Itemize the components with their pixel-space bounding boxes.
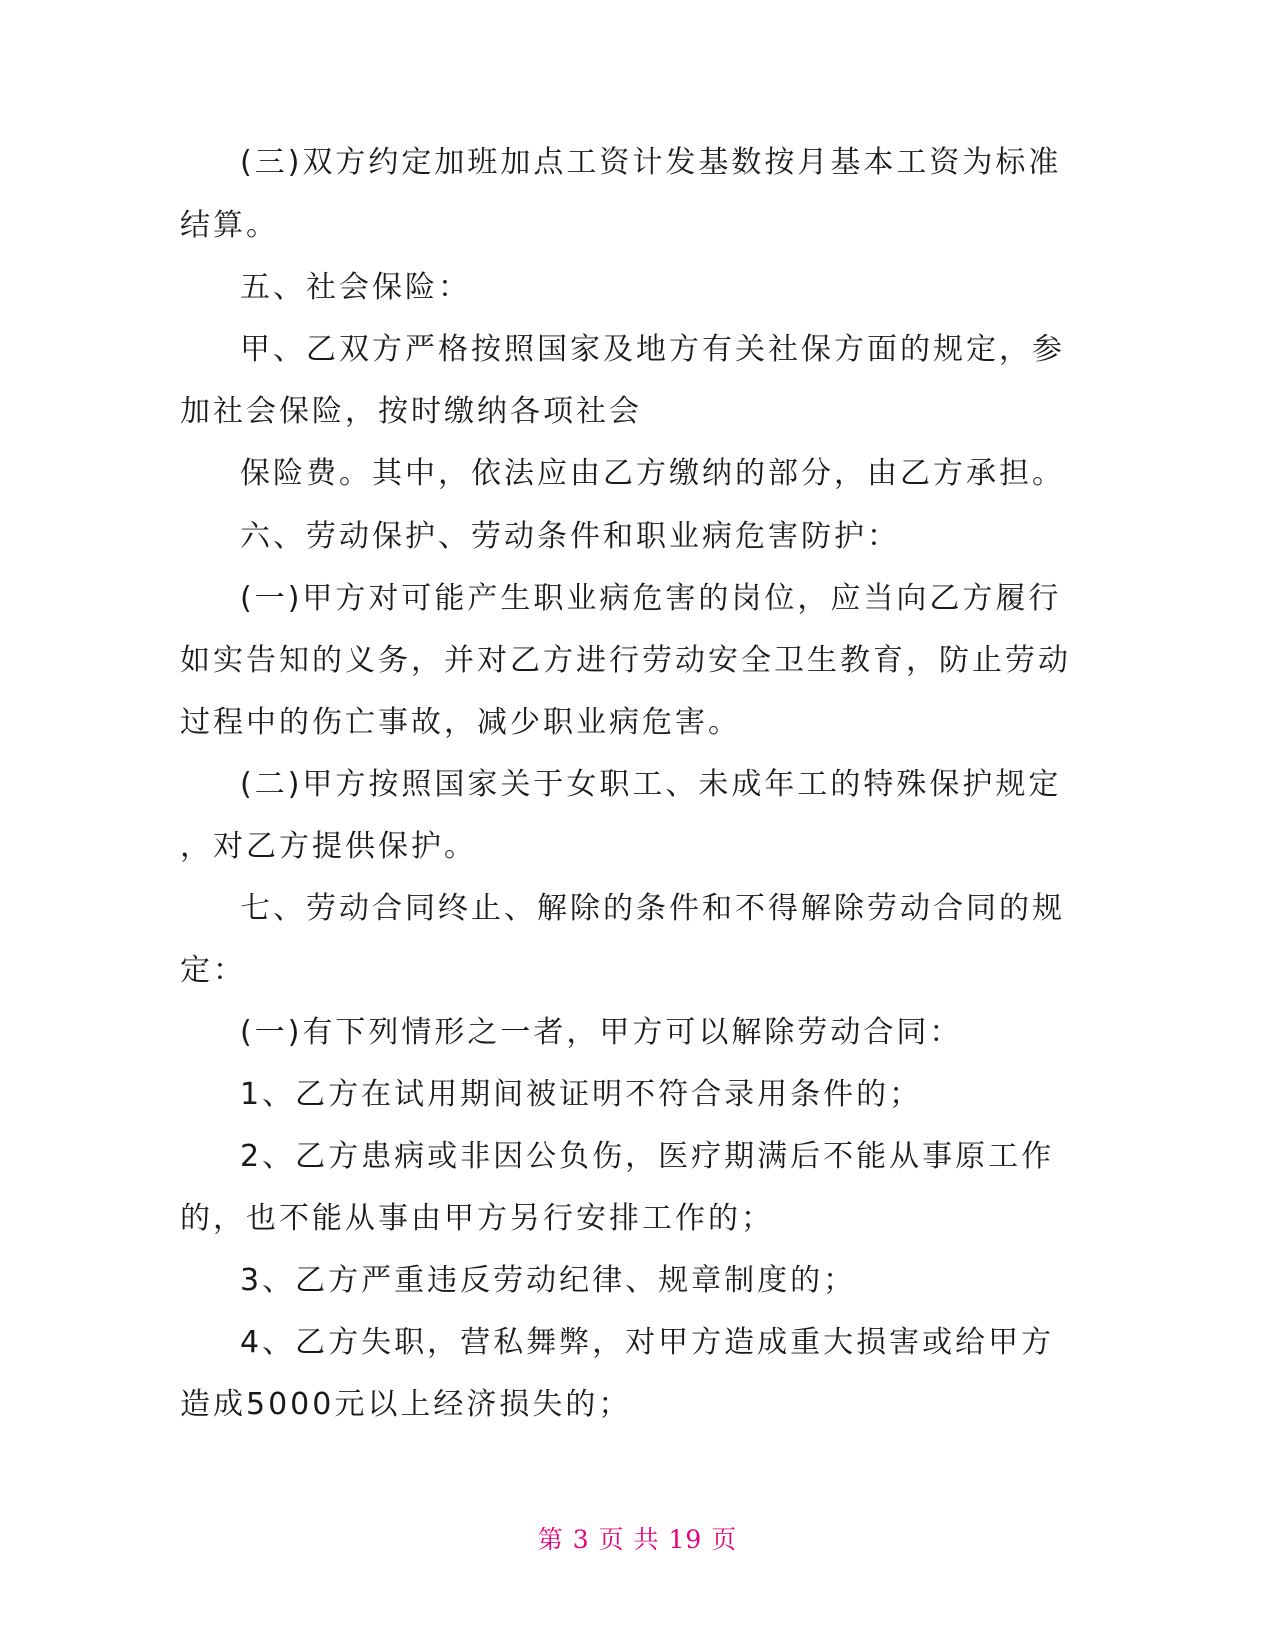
paragraph-line: (三)双方约定加班加点工资计发基数按月基本工资为标准 xyxy=(240,145,1062,180)
list-item: 的，也不能从事由甲方另行安排工作的； xyxy=(180,1201,774,1236)
list-item: 造成5000元以上经济损失的； xyxy=(180,1387,632,1422)
section-heading: 七、劳动合同终止、解除的条件和不得解除劳动合同的规 xyxy=(240,891,1065,926)
paragraph-line: ，对乙方提供保护。 xyxy=(180,829,477,864)
paragraph-line: 定： xyxy=(180,953,246,988)
section-heading: 六、劳动保护、劳动条件和职业病危害防护： xyxy=(240,519,900,554)
paragraph-line: 结算。 xyxy=(180,208,279,243)
list-item: 2、乙方患病或非因公负伤，医疗期满后不能从事原工作 xyxy=(240,1139,1055,1174)
paragraph-line: (一)有下列情形之一者，甲方可以解除劳动合同： xyxy=(240,1015,963,1050)
page-number-footer: 第 3 页 共 19 页 xyxy=(537,1525,738,1554)
list-item: 3、乙方严重违反劳动纪律、规章制度的； xyxy=(240,1263,857,1298)
paragraph-line: 过程中的伤亡事故，减少职业病危害。 xyxy=(180,705,741,740)
section-heading: 五、社会保险： xyxy=(240,270,471,305)
paragraph-line: (二)甲方按照国家关于女职工、未成年工的特殊保护规定 xyxy=(240,767,1062,802)
paragraph-line: 加社会保险，按时缴纳各项社会 xyxy=(180,394,642,429)
paragraph-line: 甲、乙双方严格按照国家及地方有关社保方面的规定，参 xyxy=(240,332,1065,367)
paragraph-line: (一)甲方对可能产生职业病危害的岗位，应当向乙方履行 xyxy=(240,581,1062,616)
paragraph-line: 保险费。其中，依法应由乙方缴纳的部分，由乙方承担。 xyxy=(240,456,1065,491)
list-item: 1、乙方在试用期间被证明不符合录用条件的； xyxy=(240,1077,923,1112)
list-item: 4、乙方失职，营私舞弊，对甲方造成重大损害或给甲方 xyxy=(240,1325,1055,1360)
paragraph-line: 如实告知的义务，并对乙方进行劳动安全卫生教育，防止劳动 xyxy=(180,643,1071,678)
